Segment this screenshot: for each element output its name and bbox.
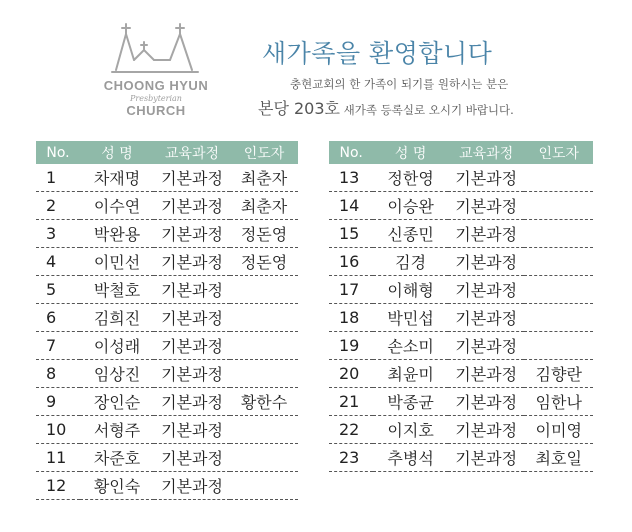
cell-course: 기본과정 (448, 360, 525, 388)
col-header-course: 교육과정 (448, 141, 525, 164)
cell-guide (524, 248, 593, 276)
cell-name: 손소미 (373, 332, 448, 360)
table-row (36, 220, 298, 248)
cell-course: 기본과정 (448, 276, 525, 304)
cell-guide (230, 276, 298, 304)
cell-name: 박민섭 (373, 304, 448, 332)
cell-no: 15 (329, 220, 373, 248)
cell-name: 최윤미 (373, 360, 448, 388)
subtitle-line-2-text: 새가족 등록실로 오시기 바랍니다. (340, 103, 514, 117)
church-spires-icon (110, 20, 202, 76)
table-row (36, 276, 298, 304)
cell-no: 23 (329, 444, 373, 472)
cell-guide (524, 276, 593, 304)
cell-course: 기본과정 (154, 360, 230, 388)
table-header-row (329, 141, 593, 164)
cell-no: 2 (36, 192, 80, 220)
cell-course: 기본과정 (154, 304, 230, 332)
cell-name: 이민선 (80, 248, 154, 276)
table-row (36, 332, 298, 360)
cell-guide (230, 416, 298, 444)
cell-no: 18 (329, 304, 373, 332)
cell-no: 17 (329, 276, 373, 304)
cell-guide (230, 332, 298, 360)
cell-course: 기본과정 (154, 332, 230, 360)
cell-guide (524, 192, 593, 220)
table-row (36, 192, 298, 220)
cell-guide (524, 220, 593, 248)
table-row (36, 164, 298, 192)
col-header-no: No. (329, 141, 373, 164)
cell-name: 추병석 (373, 444, 448, 472)
cell-no: 7 (36, 332, 80, 360)
table-row (329, 416, 593, 444)
cell-no: 5 (36, 276, 80, 304)
cell-name: 이수연 (80, 192, 154, 220)
table-row (36, 472, 298, 500)
room-number: 본당 203호 (258, 99, 340, 118)
table-row (329, 444, 593, 472)
cell-no: 20 (329, 360, 373, 388)
cell-name: 이해형 (373, 276, 448, 304)
cell-course: 기본과정 (448, 220, 525, 248)
subtitle-line-2 (258, 96, 514, 119)
cell-course: 기본과정 (154, 276, 230, 304)
col-header-guide: 인도자 (524, 141, 593, 164)
cell-name: 김경 (373, 248, 448, 276)
cell-guide: 정돈영 (230, 248, 298, 276)
cell-course: 기본과정 (448, 164, 525, 192)
table-row (36, 416, 298, 444)
table-row (36, 444, 298, 472)
cell-name: 정한영 (373, 164, 448, 192)
logo-line-2: Presbyterian (130, 94, 182, 103)
table-row (329, 304, 593, 332)
cell-no: 22 (329, 416, 373, 444)
cell-guide (230, 360, 298, 388)
cell-no: 11 (36, 444, 80, 472)
table-row (329, 220, 593, 248)
table-row (36, 388, 298, 416)
cell-guide (230, 444, 298, 472)
cell-course: 기본과정 (448, 416, 525, 444)
cell-course: 기본과정 (154, 220, 230, 248)
cell-name: 차준호 (80, 444, 154, 472)
cell-guide: 임한나 (524, 388, 593, 416)
table-row (329, 276, 593, 304)
table-row (329, 388, 593, 416)
cell-guide: 정돈영 (230, 220, 298, 248)
col-header-name: 성 명 (373, 141, 448, 164)
cell-name: 이지호 (373, 416, 448, 444)
col-header-no: No. (36, 141, 80, 164)
cell-guide (524, 332, 593, 360)
cell-course: 기본과정 (154, 164, 230, 192)
cell-course: 기본과정 (448, 444, 525, 472)
roster-table-left (36, 141, 298, 500)
table-row (36, 248, 298, 276)
cell-name: 서형주 (80, 416, 154, 444)
table-row (329, 360, 593, 388)
cell-no: 12 (36, 472, 80, 500)
cell-no: 21 (329, 388, 373, 416)
cell-course: 기본과정 (154, 444, 230, 472)
cell-no: 1 (36, 164, 80, 192)
cell-no: 6 (36, 304, 80, 332)
cell-course: 기본과정 (154, 416, 230, 444)
cell-no: 19 (329, 332, 373, 360)
cell-name: 박철호 (80, 276, 154, 304)
cell-name: 이승완 (373, 192, 448, 220)
cell-course: 기본과정 (448, 388, 525, 416)
table-row (329, 332, 593, 360)
cell-name: 이성래 (80, 332, 154, 360)
cell-guide: 최춘자 (230, 164, 298, 192)
cell-name: 황인숙 (80, 472, 154, 500)
table-row (329, 248, 593, 276)
cell-no: 9 (36, 388, 80, 416)
cell-guide: 최춘자 (230, 192, 298, 220)
cell-name: 차재명 (80, 164, 154, 192)
logo-line-1: CHOONG HYUN (103, 78, 209, 93)
cell-name: 신종민 (373, 220, 448, 248)
cell-guide (524, 304, 593, 332)
cell-course: 기본과정 (154, 388, 230, 416)
table-row (329, 192, 593, 220)
cell-name: 박종균 (373, 388, 448, 416)
cell-no: 8 (36, 360, 80, 388)
cell-no: 16 (329, 248, 373, 276)
cell-guide: 황한수 (230, 388, 298, 416)
cell-no: 10 (36, 416, 80, 444)
logo-line-3: CHURCH (126, 103, 186, 118)
cell-course: 기본과정 (154, 248, 230, 276)
table-row (329, 164, 593, 192)
cell-course: 기본과정 (448, 248, 525, 276)
cell-name: 박완용 (80, 220, 154, 248)
cell-guide: 최호일 (524, 444, 593, 472)
cell-course: 기본과정 (154, 472, 230, 500)
cell-guide: 김향란 (524, 360, 593, 388)
table-row (36, 360, 298, 388)
subtitle-line-1: 충현교회의 한 가족이 되기를 원하시는 분은 (290, 77, 509, 91)
cell-course: 기본과정 (448, 192, 525, 220)
col-header-guide: 인도자 (230, 141, 298, 164)
cell-no: 3 (36, 220, 80, 248)
cell-name: 김희진 (80, 304, 154, 332)
table-header-row (36, 141, 298, 164)
roster-table-right (329, 141, 593, 472)
col-header-course: 교육과정 (154, 141, 230, 164)
cell-guide (524, 164, 593, 192)
cell-no: 4 (36, 248, 80, 276)
cell-course: 기본과정 (448, 304, 525, 332)
cell-no: 14 (329, 192, 373, 220)
col-header-name: 성 명 (80, 141, 154, 164)
cell-no: 13 (329, 164, 373, 192)
cell-name: 임상진 (80, 360, 154, 388)
cell-course: 기본과정 (448, 332, 525, 360)
church-logo (96, 20, 216, 124)
cell-guide (230, 304, 298, 332)
cell-guide (230, 472, 298, 500)
cell-name: 장인순 (80, 388, 154, 416)
cell-guide: 이미영 (524, 416, 593, 444)
page-title: 새가족을 환영합니다 (262, 39, 493, 68)
table-row (36, 304, 298, 332)
cell-course: 기본과정 (154, 192, 230, 220)
